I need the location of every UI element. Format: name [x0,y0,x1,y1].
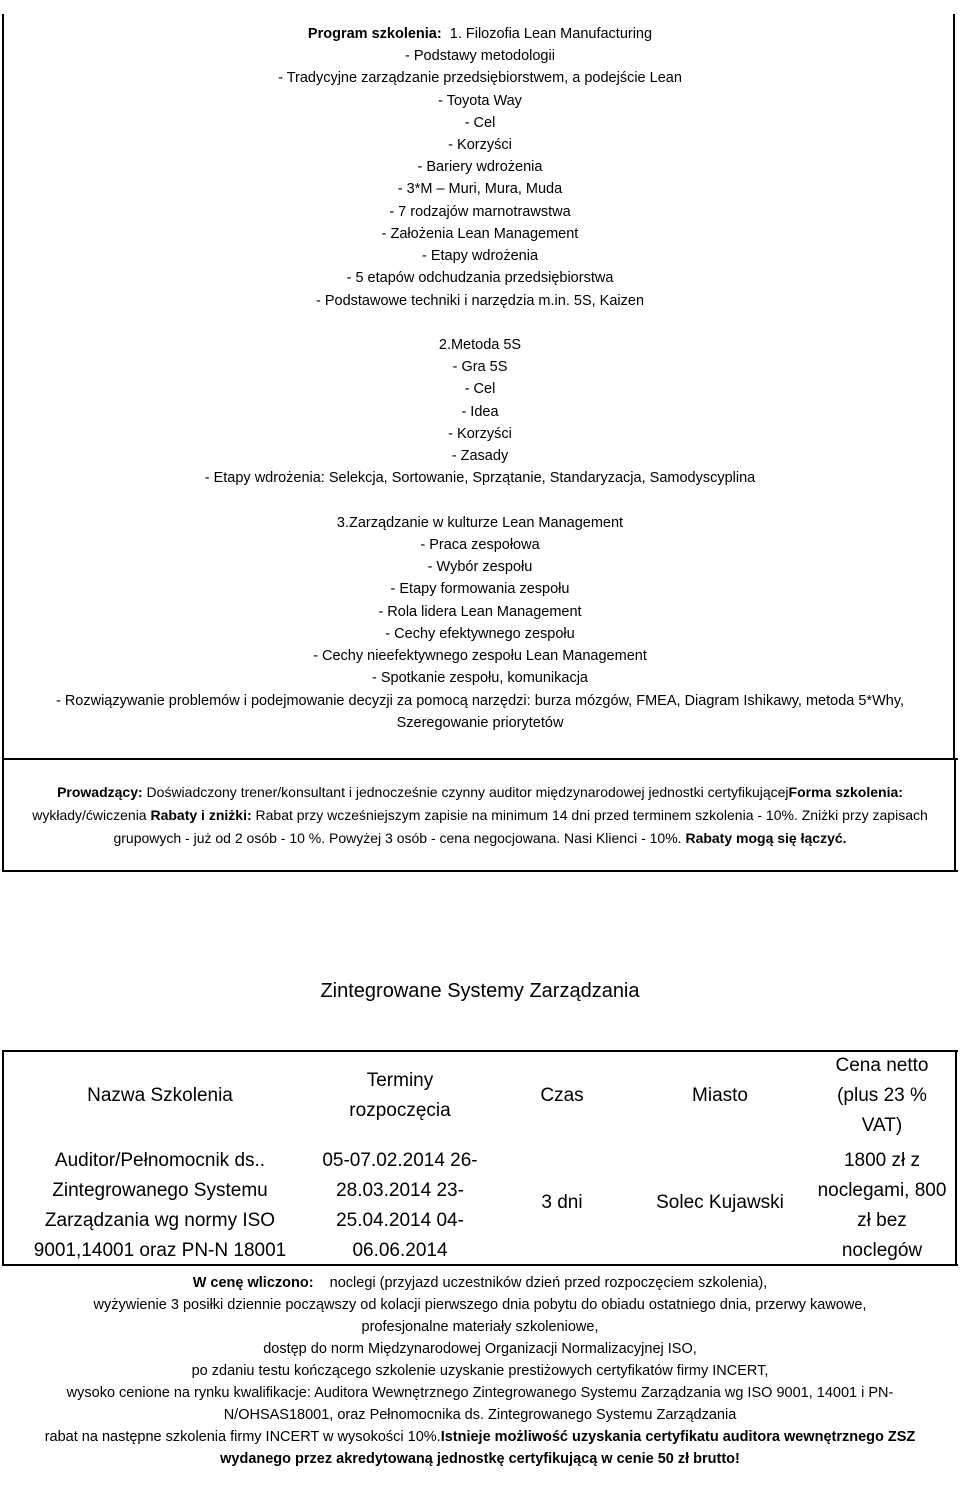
program-line: - 7 rodzajów marnotrawstwa [389,204,571,220]
program-line: - Cechy nieefektywnego zespołu Lean Management [313,648,647,664]
program-line: - Cel [464,115,496,131]
program-heading: Program szkolenia: [307,26,442,42]
program-line: - Cechy efektywnego zespołu [385,626,575,642]
discounts-combine: Rabaty mogą się łączyć. [681,830,847,846]
includes-label: W cenę wliczono: [192,1275,314,1291]
form-label: Forma szkolenia: [788,784,903,800]
program-line: - 5 etapów odchudzania przedsiębiorstwa [346,270,614,286]
row-time: 3 dni [541,1192,583,1213]
info-line: Prowadzący: Doświadczony trener/konsultant i jednocześnie czynny auditor międzynarodowej jednostki certyfikującejForma szkolenia: [57,784,903,800]
program-line: 2.Metoda 5S [438,337,522,353]
program-line: - Korzyści [448,137,512,153]
includes-line: N/OHSAS18001, oraz Pełnomocnika ds. Zintegrowanego Systemu Zarządzania [223,1407,737,1423]
program-line: - Wybór zespołu [427,559,533,575]
program-line: - Idea [461,404,499,420]
includes-line: W cenę wliczono: noclegi (przyjazd uczestników dzień przed rozpoczęciem szkolenia), [192,1275,768,1291]
program-line: Program szkolenia: 1. Filozofia Lean Manufacturing [307,26,653,42]
program-line: - Podstawy metodologii [405,48,555,64]
header-name: Nazwa Szkolenia [87,1085,233,1106]
divider [2,870,958,872]
program-line: - 3*M – Muri, Mura, Muda [397,181,563,197]
includes-line: profesjonalne materiały szkoleniowe, [361,1319,599,1335]
program-line: - Etapy formowania zespołu [390,581,570,597]
row-price: 1800 zł z noclegami, 800 zł bez noclegów [817,1150,947,1261]
program-line: - Korzyści [448,426,512,442]
includes-line: wysoko cenione na rynku kwalifikacje: Auditora Wewnętrznego Zintegrowanego Systemu Zarządzania wg ISO 9001, 14001 i PN- [66,1385,894,1401]
certificate-offer: Istnieje możliwość uzyskania certyfikatu auditora wewnętrznego ZSZ [440,1429,916,1445]
program-line: Szeregowanie priorytetów [396,715,564,731]
header-time: Czas [540,1085,584,1106]
row-terms: 05-07.02.2014 26- 28.03.2014 23- 25.04.2014 04- 06.06.2014 [322,1150,478,1261]
program-line: - Podstawowe techniki i narzędzia m.in. 5S, Kaizen [315,293,645,309]
program-line: - Rola lidera Lean Management [378,604,582,620]
program-line: - Spotkanie zespołu, komunikacja [371,670,588,686]
certificate-offer-cont: wydanego przez akredytowaną jednostkę certyfikującą w cenie 50 zł brutto! [220,1451,740,1467]
program-line: - Bariery wdrożenia [417,159,543,175]
program-line: - Rozwiązywanie problemów i podejmowanie decyzji za pomocą narzędzi: burza mózgów, FMEA, Diagram Ishikawy, metoda 5*Why, [55,693,905,709]
program-line: 3.Zarządzanie w kulturze Lean Management [336,515,624,531]
program-line: - Etapy wdrożenia: Selekcja, Sortowanie, Sprzątanie, Standaryzacja, Samodyscyplina [204,470,756,486]
header-terms: Terminy rozpoczęcia [349,1070,451,1121]
program-line: - Cel [464,381,496,397]
includes-line: po zdaniu testu kończącego szkolenie uzyskanie prestiżowych certyfikatów firmy INCERT, [191,1363,769,1379]
program-line: - Założenia Lean Management [381,226,579,242]
program-line: - Zasady [451,448,509,464]
includes-block [20,1272,940,1470]
header-price: Cena netto (plus 23 % VAT) [835,1055,929,1136]
row-city: Solec Kujawski [656,1192,784,1213]
program-line: - Etapy wdrożenia [421,248,539,264]
section-title: Zintegrowane Systemy Zarządzania [320,980,640,1002]
header-city: Miasto [692,1085,748,1106]
info-line: grupowych - już od 2 osób - 10 %. Powyżej 3 osób - cena negocjowana. Nasi Klienci - 10%. Rabaty mogą się łączyć. [113,830,847,846]
includes-line: wyżywienie 3 posiłki dziennie począwszy od kolacji pierwszego dnia pobytu do obiadu ostatniego dnia, przerwy kawowe, [93,1297,867,1313]
info-line: wykłady/ćwiczenia Rabaty i zniżki: Rabat przy wcześniejszym zapisie na minimum 14 dni przed terminem szkolenia - 10%. Zniżki przy zapisach [32,807,928,823]
program-line: - Praca zespołowa [420,537,540,553]
includes-line: dostęp do norm Międzynarodowej Organizacji Normalizacyjnej ISO, [263,1341,697,1357]
program-line: - Toyota Way [438,93,522,109]
lecturer-label: Prowadzący: [57,784,143,800]
program-line: - Gra 5S [452,359,508,375]
discounts-label: Rabaty i zniżki: [150,807,252,823]
divider [2,758,958,760]
row-name: Auditor/Pełnomocnik ds.. Zintegrowanego Systemu Zarządzania wg normy ISO 9001,14001 oraz PN-N 18001 [33,1150,287,1261]
includes-line: rabat na następne szkolenia firmy INCERT w wysokości 10%.Istnieje możliwość uzyskania certyfikatu auditora wewnętrznego ZSZ [44,1429,916,1445]
program-line: - Tradycyjne zarządzanie przedsiębiorstwem, a podejście Lean [278,70,682,86]
